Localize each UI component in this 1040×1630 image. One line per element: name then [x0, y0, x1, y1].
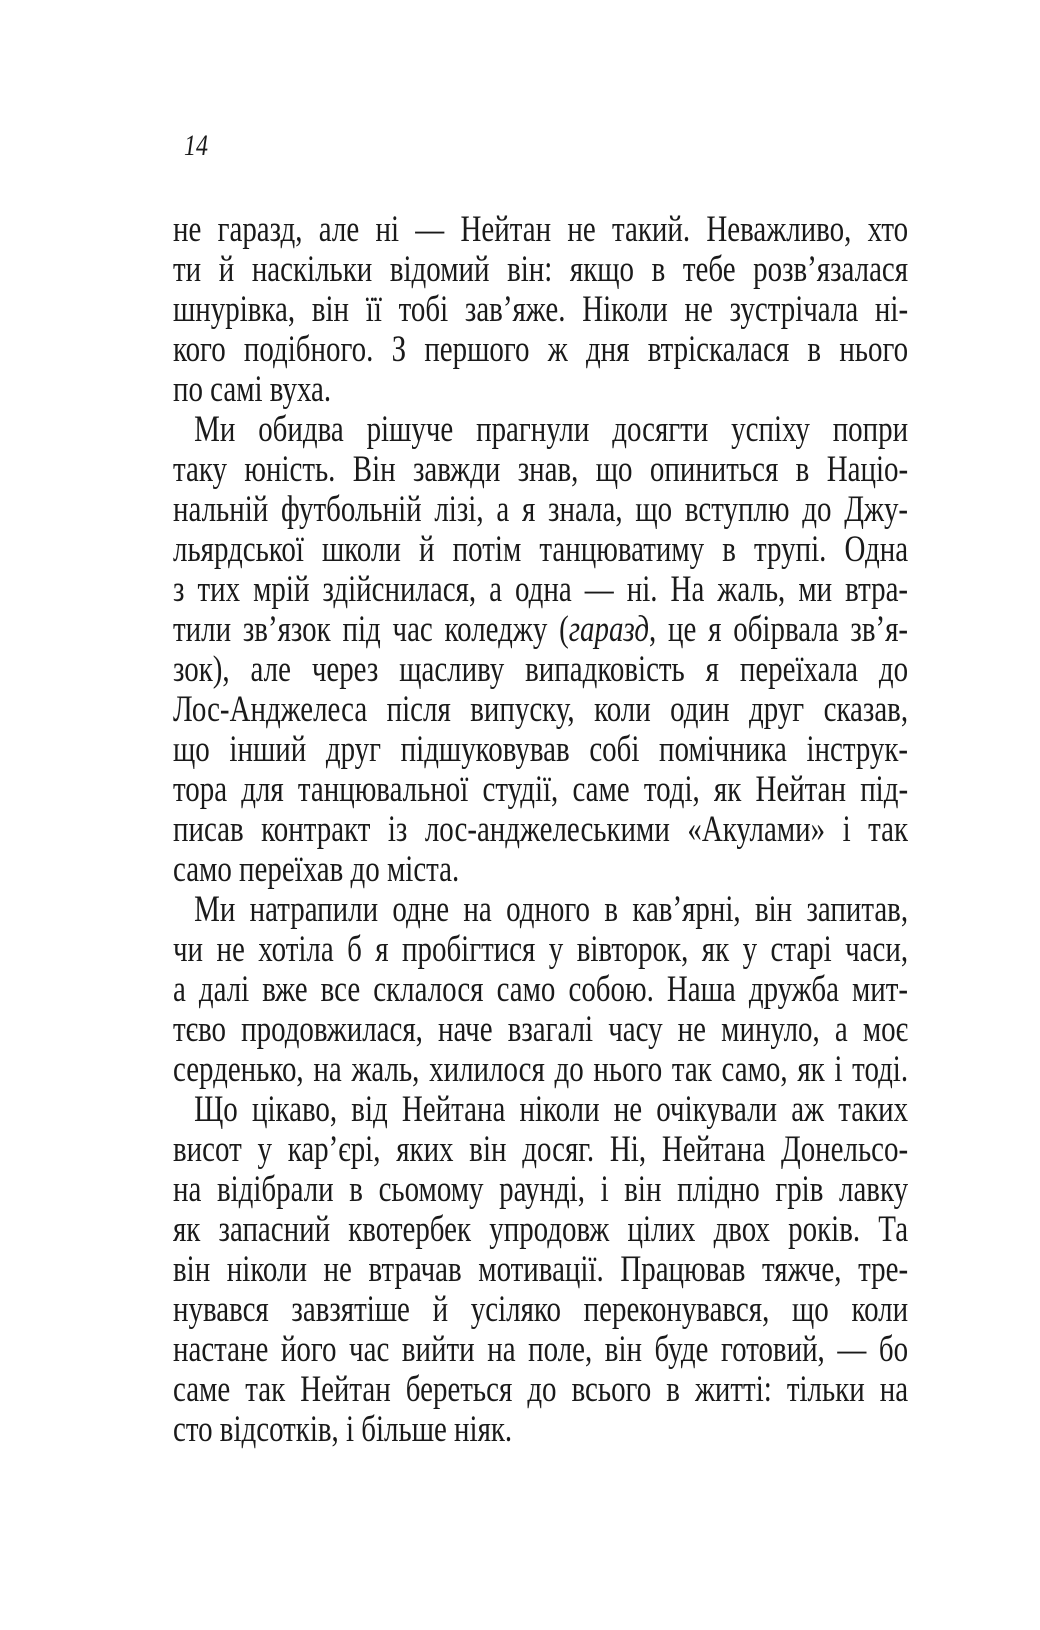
text-line	[173, 1330, 908, 1370]
text-segment: а далі вже все склалося само собою. Наша дружба мит-	[173, 970, 909, 1010]
text-line	[173, 1050, 908, 1090]
text-line	[173, 490, 908, 530]
text-line	[173, 530, 908, 570]
text-segment: тора для танцювальної студії, саме тоді, як Нейтан під-	[173, 770, 909, 810]
text-segment: зок), але через щасливу випадковість я переїхала до	[173, 650, 909, 690]
text-segment: як запасний квотербек упродовж цілих двох років. Та	[173, 1210, 909, 1250]
text-segment: таку юність. Він завжди знав, що опиниться в Націо-	[173, 450, 909, 490]
text-line	[173, 210, 908, 250]
text-line	[173, 610, 908, 650]
text-line	[173, 930, 908, 970]
text-line	[173, 890, 908, 930]
text-line	[173, 570, 908, 610]
paragraphs-container	[173, 210, 908, 1450]
text-segment: само переїхав до міста.	[173, 850, 460, 890]
text-segment: , це я обірвала зв’я-	[648, 610, 909, 650]
text-segment: Що цікаво, від Нейтана ніколи не очікували аж таких	[194, 1090, 909, 1130]
text-segment: Ми обидва рішуче прагнули досягти успіху попри	[194, 410, 909, 450]
text-segment: висот у кар’єрі, яких він досяг. Ні, Нейтана Донельсо-	[173, 1130, 909, 1170]
text-line	[173, 450, 908, 490]
paragraph	[173, 410, 908, 890]
text-line	[173, 1370, 908, 1410]
text-line	[173, 250, 908, 290]
text-line	[173, 330, 908, 370]
text-segment: тєво продовжилася, наче взагалі часу не минуло, а моє	[173, 1010, 909, 1050]
paragraph	[173, 1090, 908, 1450]
text-line	[173, 970, 908, 1010]
text-segment: серденько, на жаль, хилилося до нього так само, як і тоді.	[173, 1050, 909, 1090]
text-line	[173, 410, 908, 450]
text-segment: з тих мрій здійснилася, а одна — ні. На жаль, ми втра-	[173, 570, 909, 610]
text-line	[173, 1170, 908, 1210]
text-line	[173, 730, 908, 770]
text-line	[173, 1250, 908, 1290]
text-line	[173, 1130, 908, 1170]
text-segment: Лос-Анджелеса після випуску, коли один друг сказав,	[173, 690, 909, 730]
text-line	[173, 770, 908, 810]
text-segment: нувався завзятіше й усіляко переконувався, що коли	[173, 1290, 909, 1330]
body-text	[173, 210, 908, 1458]
text-segment: чи не хотіла б я пробігтися у вівторок, як у старі часи,	[173, 930, 909, 970]
text-segment: що інший друг підшуковував собі помічника інструк-	[173, 730, 909, 770]
text-segment: кого подібного. З першого ж дня втріскалася в нього	[173, 330, 909, 370]
text-segment: по самі вуха.	[173, 370, 332, 410]
text-segment: сто відсотків, і більше ніяк.	[173, 1410, 513, 1450]
text-segment: Ми натрапили одне на одного в кав’ярні, він запитав,	[194, 890, 909, 930]
text-line	[173, 1090, 908, 1130]
text-line	[173, 290, 908, 330]
text-line	[173, 850, 908, 890]
text-line	[173, 1410, 908, 1450]
text-line	[173, 1210, 908, 1250]
text-segment: він ніколи не втрачав мотивації. Працював тяжче, тре-	[173, 1250, 909, 1290]
text-segment: на відібрали в сьомому раунді, і він плідно грів лавку	[173, 1170, 909, 1210]
text-line	[173, 1290, 908, 1330]
text-segment: не гаразд, але ні — Нейтан не такий. Неважливо, хто	[173, 210, 909, 250]
text-segment: ти й наскільки відомий він: якщо в тебе розв’язалася	[173, 250, 909, 290]
text-line	[173, 650, 908, 690]
text-segment: тили зв’язок під час коледжу (	[173, 610, 569, 650]
text-line	[173, 1010, 908, 1050]
page-number: 14	[184, 129, 208, 162]
text-segment: льярдської школи й потім танцюватиму в трупі. Одна	[173, 530, 909, 570]
text-segment: писав контракт із лос-анджелеськими «Акулами» і так	[173, 810, 909, 850]
text-segment: нальній футбольній лізі, а я знала, що вступлю до Джу-	[173, 490, 909, 530]
text-line	[173, 810, 908, 850]
italic-text-segment: гаразд	[568, 610, 649, 650]
text-line	[173, 690, 908, 730]
text-segment: настане його час вийти на поле, він буде готовий, — бо	[173, 1330, 909, 1370]
text-segment: саме так Нейтан береться до всього в житті: тільки на	[173, 1370, 909, 1410]
text-segment: шнурівка, він її тобі зав’яже. Ніколи не зустрічала ні-	[173, 290, 909, 330]
paragraph	[173, 210, 908, 410]
paragraph	[173, 890, 908, 1090]
text-line	[173, 370, 908, 410]
